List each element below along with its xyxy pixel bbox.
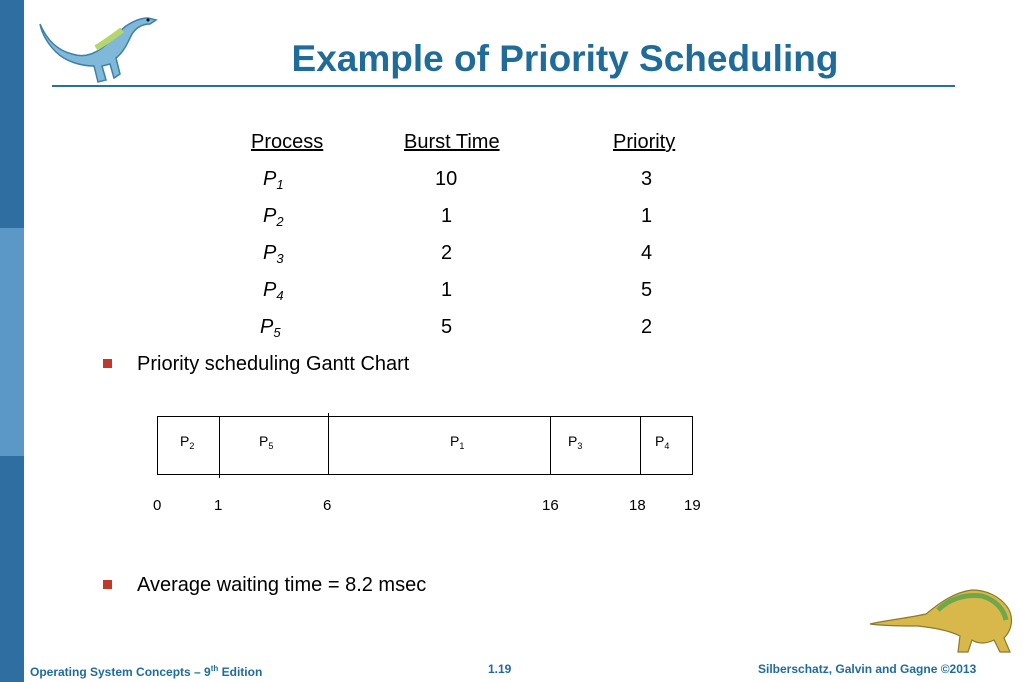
slide-title: Example of Priority Scheduling [291,38,839,79]
gantt-divider [640,416,641,475]
side-bar-dark-bottom [0,456,24,682]
footer-slide-number: 1.19 [488,662,512,676]
process-name: $P_1$ [263,168,284,192]
dinosaur-logo-icon [868,584,1016,656]
footer-book-title: Operating System Concepts – 9th Edition [30,664,263,679]
gantt-time-tick: 16 [542,497,559,514]
gantt-segment-label: $P_4$ [655,433,670,451]
gantt-caption: Priority scheduling Gantt Chart [137,353,410,375]
gantt-divider [328,413,329,475]
header-process: Process [251,131,324,153]
title-underline [52,85,955,87]
burst-time-value: 2 [441,242,453,264]
process-name: $P_3$ [263,242,284,266]
process-name: $P_5$ [260,316,281,340]
gantt-segment-label: $P_5$ [259,433,274,451]
process-name: $P_4$ [263,279,284,303]
priority-value: 3 [641,168,653,190]
gantt-divider [550,416,551,475]
gantt-segment-label: $P_3$ [568,433,583,451]
side-bar-light [0,228,24,456]
gantt-frame [157,416,693,475]
gantt-time-tick: 19 [684,497,701,514]
priority-value: 2 [641,316,653,338]
gantt-time-tick: 6 [323,497,332,514]
bullet-marker [103,359,112,368]
gantt-time-tick: 0 [153,497,162,514]
dinosaur-logo-icon [36,8,158,84]
header-burst-time: Burst Time [404,131,500,153]
burst-time-value: 10 [435,168,458,190]
burst-time-value: 1 [441,279,453,301]
average-waiting-time: Average waiting time = 8.2 msec [137,574,427,596]
priority-value: 1 [641,205,653,227]
gantt-time-tick: 1 [214,497,223,514]
gantt-segment-label: $P_2$ [180,433,195,451]
burst-time-value: 1 [441,205,453,227]
gantt-time-tick: 18 [629,497,646,514]
priority-value: 4 [641,242,653,264]
burst-time-value: 5 [441,316,453,338]
side-bar-dark-top [0,0,24,228]
header-priority: Priority [613,131,676,153]
footer-authors: Silberschatz, Galvin and Gagne ©2013 [758,662,977,676]
gantt-segment-label: $P_1$ [450,433,465,451]
gantt-divider [219,416,220,478]
priority-value: 5 [641,279,653,301]
process-name: $P_2$ [263,205,284,229]
bullet-marker [103,580,112,589]
